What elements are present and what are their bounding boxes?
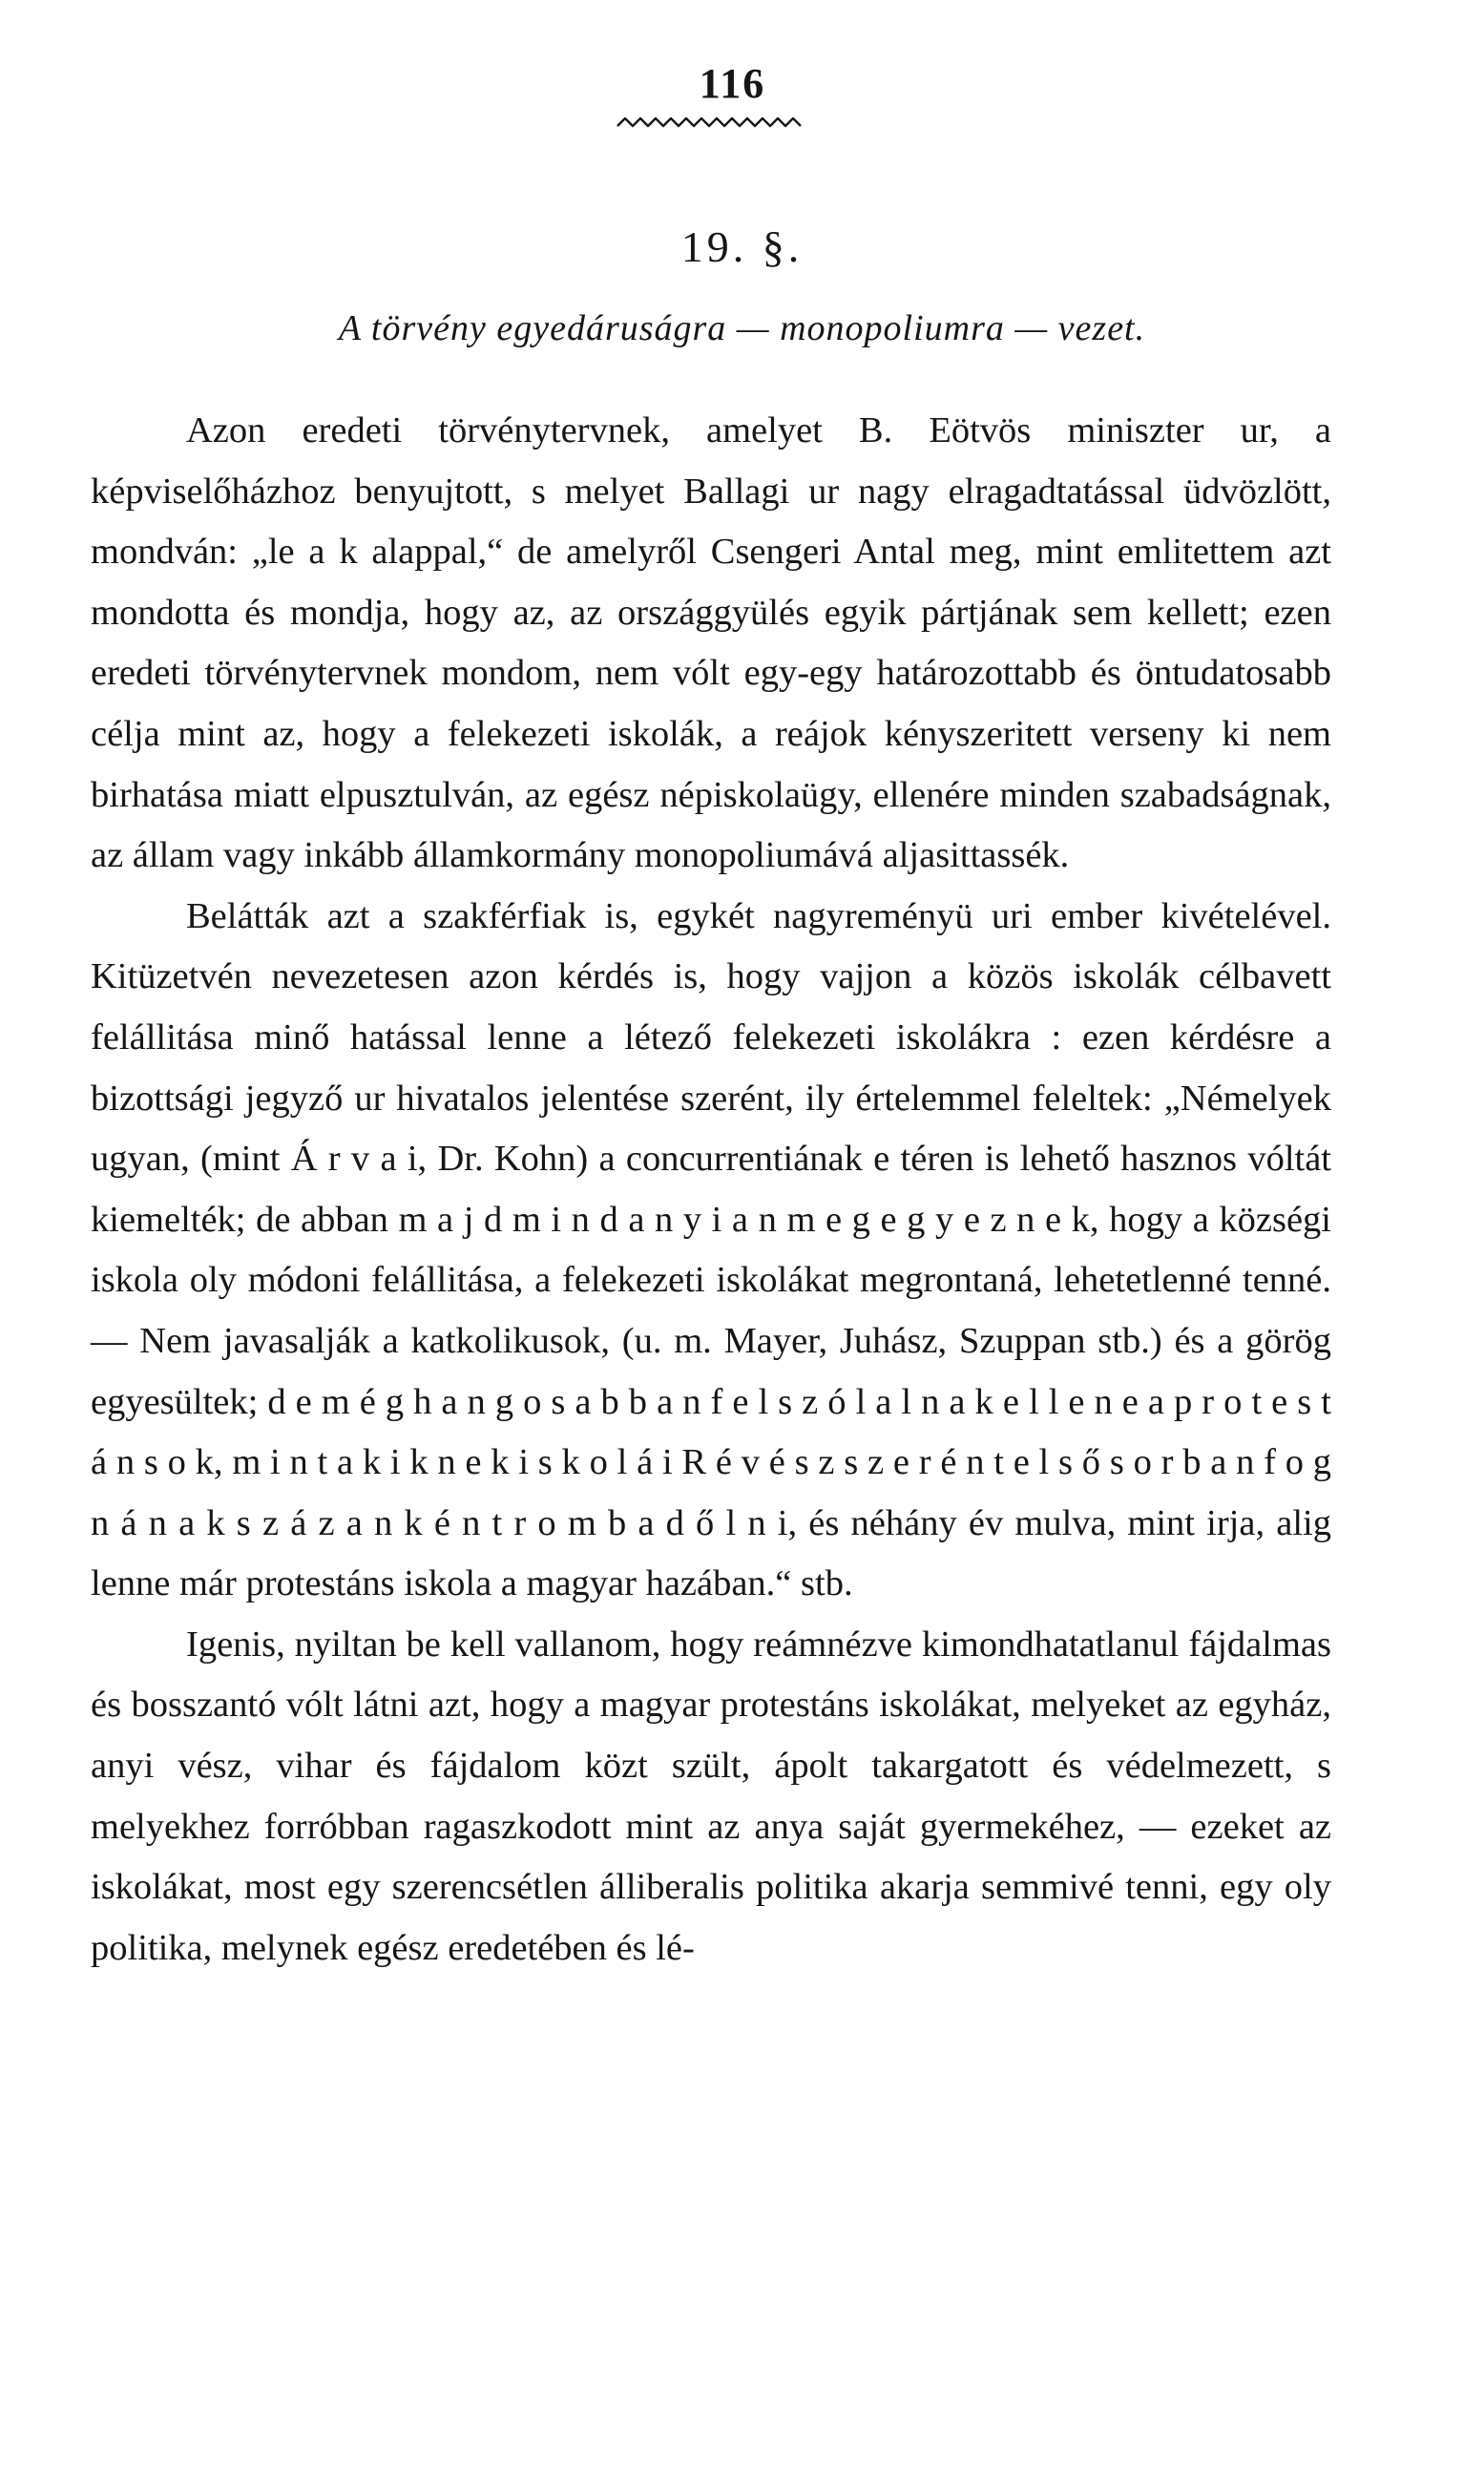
paragraph: Azon eredeti törvénytervnek, amelyet B. Eötvös miniszter ur, a képviselőházhoz benyujtott, s melyet Ballagi ur nagy elragadtatással üdvözlött, mondván: „le a k alappal,“ de amelyről Csengeri Antal meg, mint emlitettem azt mondotta és mondja, hogy az, az országgyülés egyik pártjának sem kellett; ezen eredeti törvénytervnek mondom, nem vólt egy-egy határozottabb és öntudatosabb célja mint az, hogy a felekezeti iskolák, a reájok kényszeritett verseny ki nem birhatása miatt elpusztulván, az egész népiskolaügy, ellenére minden szabadságnak, az állam vagy inkább államkormány monopoliumává aljasittassék.: [91, 410, 1331, 876]
body-text: [91, 401, 1331, 1979]
section-title: A törvény egyedáruságra — monopoliumra — vezet.: [338, 308, 1146, 348]
paragraph: Igenis, nyiltan be kell vallanom, hogy reámnézve kimondhatatlanul fájdalmas és bosszantó vólt látni azt, hogy a magyar protestáns iskolákat, melyeket az egyház, anyi vész, vihar és fájdalom közt szült, ápolt takargatott és védelmezett, s melyekhez forróbban ragaszkodott mint az anya saját gyermekéhez, — ezeket az iskolákat, most egy szerencsétlen álliberalis politika akarja semmivé tenni, egy oly politika, melynek egész eredetében és lé-: [91, 1624, 1331, 1968]
page-number: 116: [699, 60, 766, 107]
paragraph: Belátták azt a szakférfiak is, egykét nagyreményü uri ember kivételével. Kitüzetvén nevezetesen azon kérdés is, hogy vajjon a közös iskolák célbavett felállitása minő hatással lenne a létező felekezeti iskolákra : ezen kérdésre a bizottsági jegyző ur hivatalos jelentése szerént, ily értelemmel feleltek: „Némelyek ugyan, (mint Á r v a i, Dr. Kohn) a concurrentiának e téren is lehető hasznos vóltát kiemelték; de abban m a j d m i n d a n y i a n m e g e g y e z n e k, hogy a községi iskola oly módoni felállitása, a felekezeti iskolákat megrontaná, lehetetlenné tenné. — Nem javasalják a katkolikusok, (u. m. Mayer, Juhász, Szuppan stb.) és a görög egyesültek; d e m é g h a n g o s a b b a n f e l s z ó l a l n a k e l l e n e a p r o t e s t á n s o k, m i n t a k i k n e k i s k o l á i R é v é s z s z e r é n t e l s ő s o r b a n f o g n á n a k s z á z a n k é n t r o m b a d ő l n i, és néhány év mulva, mint irja, alig lenne már protestáns iskola a magyar hazában.“ stb.: [91, 895, 1331, 1604]
section-number: 19. §.: [680, 222, 804, 271]
decorative-ornament: [616, 115, 806, 136]
